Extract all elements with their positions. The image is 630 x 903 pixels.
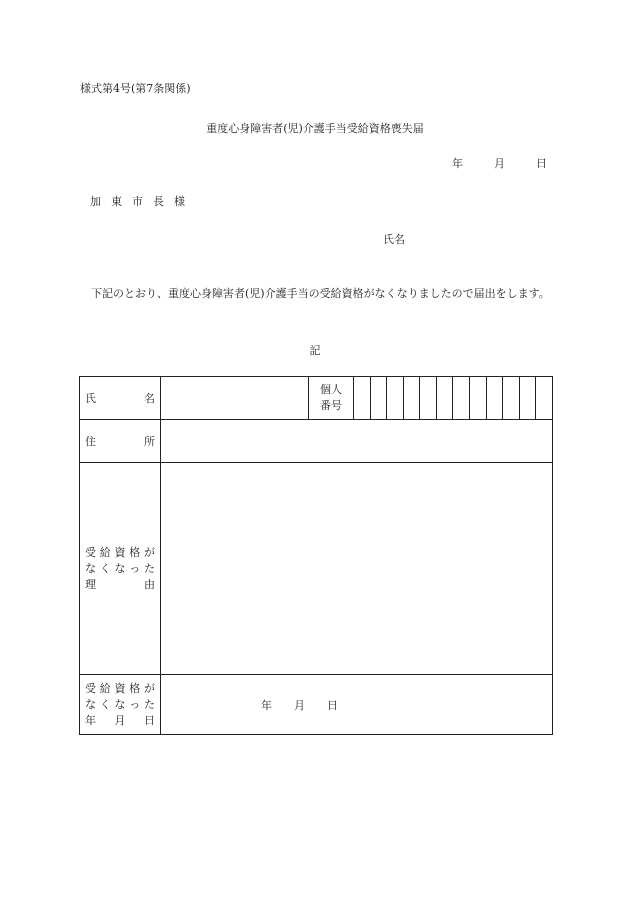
- date-c10: た: [144, 697, 155, 711]
- form-number: 様式第4号(第7条関係): [80, 82, 191, 95]
- date-c8: な: [114, 697, 126, 711]
- reason-c7: く: [99, 561, 111, 575]
- applicant-name-label: 氏名: [383, 233, 405, 246]
- name-label-char-1: 氏: [85, 392, 96, 405]
- name-row: [80, 377, 553, 420]
- reason-c12: 由: [144, 577, 155, 591]
- name-input-cell[interactable]: [161, 377, 309, 420]
- form-table: [79, 376, 553, 735]
- address-input-cell[interactable]: [161, 420, 553, 463]
- number-box-2[interactable]: [370, 377, 387, 420]
- submission-date: [452, 155, 547, 171]
- number-box-7[interactable]: [453, 377, 470, 420]
- number-box-12[interactable]: [536, 377, 553, 420]
- date-c11: 年: [85, 713, 96, 727]
- date-c4: 格: [129, 681, 141, 695]
- year-label: 年: [452, 157, 463, 170]
- body-text: 下記のとおり、重度心身障害者(児)介護手当の受給資格がなくなりましたので届出をします。: [91, 287, 550, 300]
- reason-c11: 理: [85, 577, 96, 591]
- kojin-line-2: 番号: [320, 399, 342, 412]
- date-c1: 受: [85, 681, 96, 695]
- address-label-char-2: 所: [144, 435, 155, 448]
- reason-c3: 資: [114, 545, 126, 559]
- number-box-5[interactable]: [420, 377, 437, 420]
- name-label-cell: [80, 377, 161, 420]
- address-label-cell: [80, 420, 161, 463]
- reason-c9: っ: [129, 561, 141, 575]
- reason-c8: な: [114, 561, 126, 575]
- date-c5: が: [144, 681, 155, 695]
- ki-heading: 記: [309, 344, 321, 357]
- reason-c6: な: [85, 561, 96, 575]
- name-label-char-2: 名: [144, 392, 155, 405]
- reason-c2: 給: [99, 545, 111, 559]
- date-label-cell: [80, 675, 161, 735]
- number-box-6[interactable]: [436, 377, 453, 420]
- date-row: [80, 675, 553, 735]
- month-label: 月: [494, 157, 505, 170]
- number-box-9[interactable]: [486, 377, 503, 420]
- reason-row: [80, 463, 553, 675]
- date-c6: な: [85, 697, 96, 711]
- address-row: [80, 420, 553, 463]
- number-box-11[interactable]: [519, 377, 536, 420]
- date-c7: く: [99, 697, 111, 711]
- kojin-number-label: [309, 377, 354, 420]
- date-c3: 資: [114, 681, 126, 695]
- reason-c10: た: [144, 561, 155, 575]
- reason-c1: 受: [85, 545, 96, 559]
- reason-input-cell[interactable]: [161, 463, 553, 675]
- reason-c5: が: [144, 545, 155, 559]
- date-c12: 月: [114, 713, 126, 727]
- number-box-1[interactable]: [354, 377, 371, 420]
- kojin-line-1: 個人: [320, 383, 342, 396]
- number-box-10[interactable]: [503, 377, 520, 420]
- address-label-char-1: 住: [85, 435, 96, 448]
- number-box-3[interactable]: [387, 377, 404, 420]
- number-box-8[interactable]: [470, 377, 487, 420]
- number-box-4[interactable]: [403, 377, 420, 420]
- date-c13: 日: [144, 713, 155, 727]
- reason-label-cell: [80, 463, 161, 675]
- addressee: 加東市長様: [90, 195, 195, 208]
- day-label: 日: [536, 157, 547, 170]
- lost-date-value: 年 月 日: [261, 698, 338, 712]
- reason-c4: 格: [129, 545, 141, 559]
- date-input-cell[interactable]: [161, 675, 553, 735]
- date-c9: っ: [129, 697, 141, 711]
- date-c2: 給: [99, 681, 111, 695]
- document-title: 重度心身障害者(児)介護手当受給資格喪失届: [206, 122, 424, 135]
